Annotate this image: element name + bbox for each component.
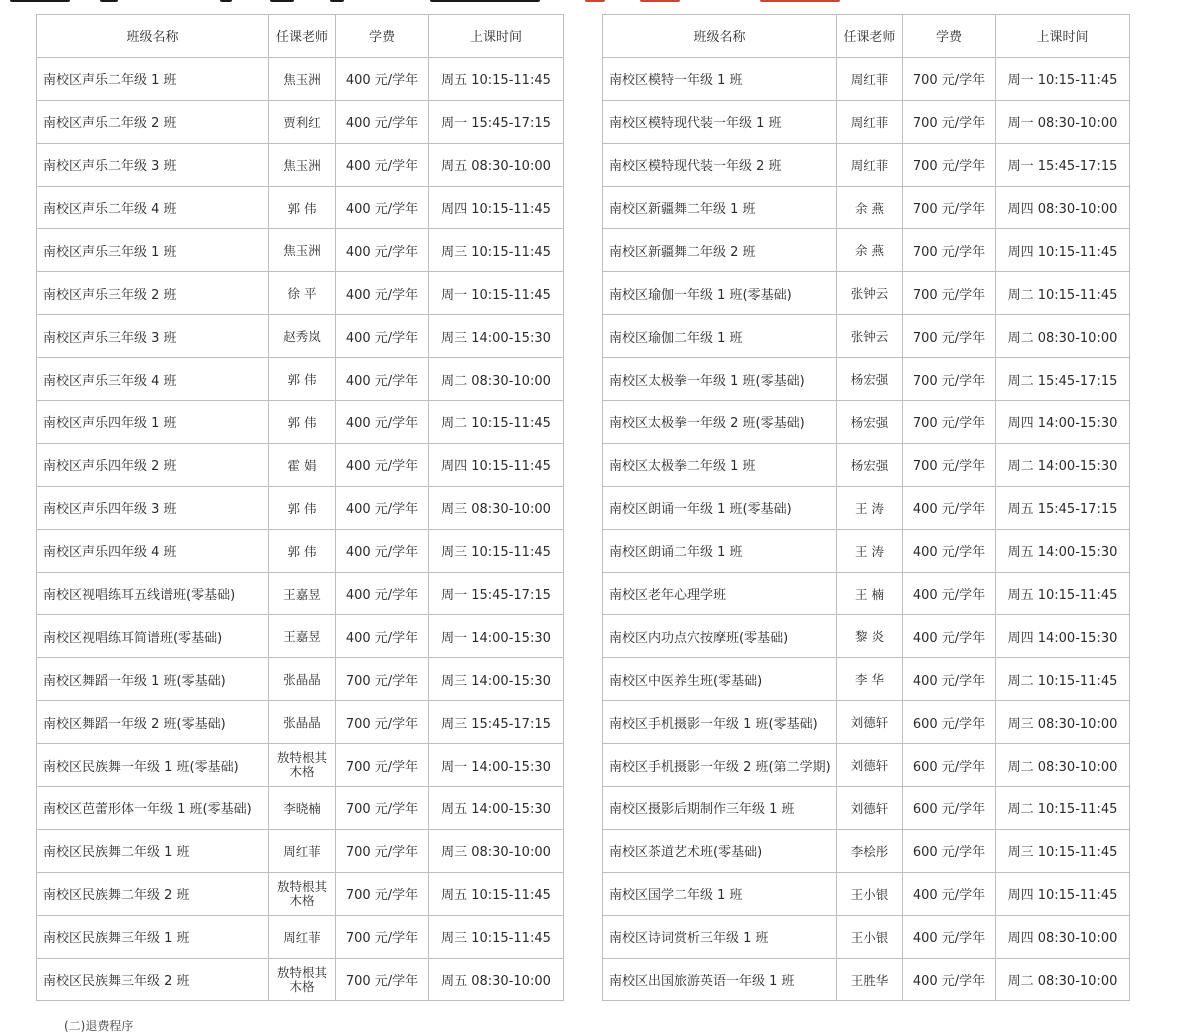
teacher-cell: 王嘉昱 <box>269 572 336 615</box>
time-cell: 周二 08:30-10:00 <box>996 958 1130 1001</box>
fee-cell: 400 元/学年 <box>336 615 429 658</box>
teacher-cell: 郭 伟 <box>269 358 336 401</box>
time-cell: 周二 08:30-10:00 <box>429 358 564 401</box>
time-cell: 周四 08:30-10:00 <box>996 186 1130 229</box>
teacher-cell: 张晶晶 <box>269 658 336 701</box>
time-cell: 周四 10:15-11:45 <box>996 872 1130 915</box>
header-class-name: 班级名称 <box>603 15 837 58</box>
time-cell: 周五 14:00-15:30 <box>429 787 564 830</box>
time-cell: 周四 14:00-15:30 <box>996 401 1130 444</box>
class-name-cell: 南校区声乐三年级 4 班 <box>37 358 269 401</box>
class-name-cell: 南校区民族舞三年级 2 班 <box>37 958 269 1001</box>
fee-cell: 700 元/学年 <box>903 358 996 401</box>
class-name-cell: 南校区国学二年级 1 班 <box>603 872 837 915</box>
table-row <box>37 615 564 658</box>
table-row <box>603 787 1130 830</box>
table-row <box>37 529 564 572</box>
header-time: 上课时间 <box>429 15 564 58</box>
footer-section-heading: (二)退费程序 <box>64 1019 134 1033</box>
table-row <box>603 100 1130 143</box>
table-header-row <box>37 15 564 58</box>
table-row <box>37 701 564 744</box>
fee-cell: 400 元/学年 <box>903 529 996 572</box>
teacher-cell: 焦玉洲 <box>269 143 336 186</box>
fee-cell: 700 元/学年 <box>336 829 429 872</box>
table-row <box>37 272 564 315</box>
time-cell: 周五 15:45-17:15 <box>996 486 1130 529</box>
fee-cell: 700 元/学年 <box>903 186 996 229</box>
class-name-cell: 南校区茶道艺术班(零基础) <box>603 829 837 872</box>
fee-cell: 700 元/学年 <box>336 658 429 701</box>
table-row <box>37 315 564 358</box>
teacher-cell: 张钟云 <box>837 272 903 315</box>
class-name-cell: 南校区声乐四年级 1 班 <box>37 401 269 444</box>
time-cell: 周三 10:15-11:45 <box>996 829 1130 872</box>
teacher-cell: 杨宏强 <box>837 401 903 444</box>
fee-cell: 400 元/学年 <box>336 486 429 529</box>
fee-cell: 700 元/学年 <box>903 315 996 358</box>
class-schedule-table-right <box>602 14 1130 1001</box>
time-cell: 周四 08:30-10:00 <box>996 915 1130 958</box>
time-cell: 周二 10:15-11:45 <box>996 658 1130 701</box>
class-name-cell: 南校区声乐三年级 3 班 <box>37 315 269 358</box>
time-cell: 周五 10:15-11:45 <box>429 57 564 100</box>
class-name-cell: 南校区瑜伽一年级 1 班(零基础) <box>603 272 837 315</box>
table-row <box>37 744 564 787</box>
table-row <box>37 915 564 958</box>
teacher-cell: 焦玉洲 <box>269 57 336 100</box>
teacher-cell: 郭 伟 <box>269 401 336 444</box>
teacher-cell: 王嘉昱 <box>269 615 336 658</box>
time-cell: 周四 10:15-11:45 <box>429 186 564 229</box>
time-cell: 周一 10:15-11:45 <box>996 57 1130 100</box>
time-cell: 周三 08:30-10:00 <box>996 701 1130 744</box>
class-name-cell: 南校区中医养生班(零基础) <box>603 658 837 701</box>
class-name-cell: 南校区声乐三年级 2 班 <box>37 272 269 315</box>
time-cell: 周五 10:15-11:45 <box>996 572 1130 615</box>
table-row <box>603 615 1130 658</box>
fee-cell: 400 元/学年 <box>336 100 429 143</box>
class-name-cell: 南校区舞蹈一年级 2 班(零基础) <box>37 701 269 744</box>
teacher-cell: 杨宏强 <box>837 443 903 486</box>
time-cell: 周五 14:00-15:30 <box>996 529 1130 572</box>
fee-cell: 400 元/学年 <box>336 401 429 444</box>
class-name-cell: 南校区模特现代装一年级 1 班 <box>603 100 837 143</box>
class-name-cell: 南校区瑜伽二年级 1 班 <box>603 315 837 358</box>
teacher-cell: 敖特根其木格 <box>269 872 336 915</box>
table-row <box>603 572 1130 615</box>
teacher-cell: 余 燕 <box>837 229 903 272</box>
fee-cell: 700 元/学年 <box>903 100 996 143</box>
time-cell: 周二 08:30-10:00 <box>996 744 1130 787</box>
table-row <box>603 229 1130 272</box>
class-name-cell: 南校区新疆舞二年级 2 班 <box>603 229 837 272</box>
teacher-cell: 郭 伟 <box>269 529 336 572</box>
class-name-cell: 南校区舞蹈一年级 1 班(零基础) <box>37 658 269 701</box>
class-name-cell: 南校区摄影后期制作三年级 1 班 <box>603 787 837 830</box>
teacher-cell: 王 楠 <box>837 572 903 615</box>
time-cell: 周二 08:30-10:00 <box>996 315 1130 358</box>
time-cell: 周二 10:15-11:45 <box>429 401 564 444</box>
fee-cell: 400 元/学年 <box>336 186 429 229</box>
table-row <box>37 872 564 915</box>
fee-cell: 700 元/学年 <box>903 272 996 315</box>
header-teacher: 任课老师 <box>837 15 903 58</box>
fee-cell: 400 元/学年 <box>903 872 996 915</box>
teacher-cell: 李桧彤 <box>837 829 903 872</box>
teacher-cell: 王小银 <box>837 915 903 958</box>
fee-cell: 700 元/学年 <box>336 787 429 830</box>
table-row <box>603 57 1130 100</box>
fee-cell: 700 元/学年 <box>336 915 429 958</box>
table-row <box>37 358 564 401</box>
time-cell: 周二 10:15-11:45 <box>996 787 1130 830</box>
class-name-cell: 南校区声乐二年级 1 班 <box>37 57 269 100</box>
teacher-cell: 周红菲 <box>269 915 336 958</box>
class-name-cell: 南校区民族舞三年级 1 班 <box>37 915 269 958</box>
teacher-cell: 张钟云 <box>837 315 903 358</box>
fee-cell: 400 元/学年 <box>336 57 429 100</box>
fee-cell: 700 元/学年 <box>903 57 996 100</box>
teacher-cell: 徐 平 <box>269 272 336 315</box>
fee-cell: 700 元/学年 <box>336 701 429 744</box>
teacher-cell: 霍 娟 <box>269 443 336 486</box>
time-cell: 周三 14:00-15:30 <box>429 315 564 358</box>
teacher-cell: 周红菲 <box>837 143 903 186</box>
time-cell: 周五 10:15-11:45 <box>429 872 564 915</box>
class-name-cell: 南校区内功点穴按摩班(零基础) <box>603 615 837 658</box>
fee-cell: 600 元/学年 <box>903 701 996 744</box>
table-row <box>603 358 1130 401</box>
class-name-cell: 南校区手机摄影一年级 1 班(零基础) <box>603 701 837 744</box>
teacher-cell: 郭 伟 <box>269 486 336 529</box>
fee-cell: 600 元/学年 <box>903 787 996 830</box>
table-row <box>603 915 1130 958</box>
teacher-cell: 王 涛 <box>837 486 903 529</box>
table-header-row <box>603 15 1130 58</box>
table-row <box>603 958 1130 1001</box>
table-row <box>603 315 1130 358</box>
class-name-cell: 南校区民族舞二年级 2 班 <box>37 872 269 915</box>
table-row <box>603 658 1130 701</box>
cropped-heading-fragment <box>0 0 1188 10</box>
teacher-cell: 李 华 <box>837 658 903 701</box>
header-class-name: 班级名称 <box>37 15 269 58</box>
fee-cell: 600 元/学年 <box>903 829 996 872</box>
fee-cell: 400 元/学年 <box>336 315 429 358</box>
time-cell: 周一 15:45-17:15 <box>429 572 564 615</box>
table-row <box>603 486 1130 529</box>
fee-cell: 400 元/学年 <box>336 143 429 186</box>
class-name-cell: 南校区声乐二年级 3 班 <box>37 143 269 186</box>
table-row <box>603 829 1130 872</box>
time-cell: 周三 14:00-15:30 <box>429 658 564 701</box>
class-name-cell: 南校区民族舞一年级 1 班(零基础) <box>37 744 269 787</box>
teacher-cell: 周红菲 <box>837 100 903 143</box>
fee-cell: 700 元/学年 <box>903 229 996 272</box>
class-name-cell: 南校区声乐二年级 2 班 <box>37 100 269 143</box>
class-name-cell: 南校区声乐四年级 4 班 <box>37 529 269 572</box>
header-fee: 学费 <box>336 15 429 58</box>
class-name-cell: 南校区新疆舞二年级 1 班 <box>603 186 837 229</box>
fee-cell: 400 元/学年 <box>903 572 996 615</box>
time-cell: 周四 14:00-15:30 <box>996 615 1130 658</box>
time-cell: 周三 10:15-11:45 <box>429 529 564 572</box>
table-row <box>603 529 1130 572</box>
table-row <box>37 186 564 229</box>
class-schedule-table-left <box>36 14 564 1001</box>
fee-cell: 700 元/学年 <box>336 958 429 1001</box>
fee-cell: 700 元/学年 <box>336 744 429 787</box>
time-cell: 周三 08:30-10:00 <box>429 486 564 529</box>
time-cell: 周三 10:15-11:45 <box>429 915 564 958</box>
table-row <box>37 401 564 444</box>
time-cell: 周三 08:30-10:00 <box>429 829 564 872</box>
teacher-cell: 赵秀岚 <box>269 315 336 358</box>
teacher-cell: 焦玉洲 <box>269 229 336 272</box>
fee-cell: 700 元/学年 <box>903 401 996 444</box>
time-cell: 周一 15:45-17:15 <box>429 100 564 143</box>
time-cell: 周五 08:30-10:00 <box>429 958 564 1001</box>
class-name-cell: 南校区手机摄影一年级 2 班(第二学期) <box>603 744 837 787</box>
table-row <box>603 701 1130 744</box>
time-cell: 周四 10:15-11:45 <box>429 443 564 486</box>
time-cell: 周五 08:30-10:00 <box>429 143 564 186</box>
teacher-cell: 周红菲 <box>837 57 903 100</box>
fee-cell: 400 元/学年 <box>336 272 429 315</box>
time-cell: 周四 10:15-11:45 <box>996 229 1130 272</box>
class-name-cell: 南校区朗诵一年级 1 班(零基础) <box>603 486 837 529</box>
time-cell: 周一 15:45-17:15 <box>996 143 1130 186</box>
teacher-cell: 刘德轩 <box>837 744 903 787</box>
teacher-cell: 杨宏强 <box>837 358 903 401</box>
time-cell: 周一 08:30-10:00 <box>996 100 1130 143</box>
class-name-cell: 南校区模特一年级 1 班 <box>603 57 837 100</box>
class-name-cell: 南校区视唱练耳简谱班(零基础) <box>37 615 269 658</box>
fee-cell: 600 元/学年 <box>903 744 996 787</box>
teacher-cell: 黎 炎 <box>837 615 903 658</box>
table-row <box>37 57 564 100</box>
fee-cell: 700 元/学年 <box>903 443 996 486</box>
teacher-cell: 刘德轩 <box>837 787 903 830</box>
time-cell: 周二 10:15-11:45 <box>996 272 1130 315</box>
table-row <box>37 572 564 615</box>
fee-cell: 400 元/学年 <box>903 915 996 958</box>
fee-cell: 700 元/学年 <box>336 872 429 915</box>
class-name-cell: 南校区老年心理学班 <box>603 572 837 615</box>
teacher-cell: 郭 伟 <box>269 186 336 229</box>
table-row <box>37 100 564 143</box>
teacher-cell: 周红菲 <box>269 829 336 872</box>
teacher-cell: 王胜华 <box>837 958 903 1001</box>
table-row <box>37 829 564 872</box>
table-row <box>37 658 564 701</box>
class-name-cell: 南校区诗词赏析三年级 1 班 <box>603 915 837 958</box>
class-name-cell: 南校区太极拳一年级 1 班(零基础) <box>603 358 837 401</box>
teacher-cell: 敖特根其木格 <box>269 744 336 787</box>
fee-cell: 700 元/学年 <box>903 143 996 186</box>
table-row <box>603 272 1130 315</box>
table-row <box>603 744 1130 787</box>
fee-cell: 400 元/学年 <box>903 658 996 701</box>
time-cell: 周二 15:45-17:15 <box>996 358 1130 401</box>
table-row <box>37 143 564 186</box>
teacher-cell: 王 涛 <box>837 529 903 572</box>
fee-cell: 400 元/学年 <box>903 486 996 529</box>
time-cell: 周二 14:00-15:30 <box>996 443 1130 486</box>
time-cell: 周一 14:00-15:30 <box>429 615 564 658</box>
fee-cell: 400 元/学年 <box>336 443 429 486</box>
teacher-cell: 张晶晶 <box>269 701 336 744</box>
class-name-cell: 南校区声乐三年级 1 班 <box>37 229 269 272</box>
table-row <box>603 143 1130 186</box>
time-cell: 周一 14:00-15:30 <box>429 744 564 787</box>
table-row <box>603 401 1130 444</box>
teacher-cell: 王小银 <box>837 872 903 915</box>
table-row <box>603 443 1130 486</box>
class-name-cell: 南校区太极拳二年级 1 班 <box>603 443 837 486</box>
table-row <box>37 787 564 830</box>
table-row <box>37 958 564 1001</box>
time-cell: 周三 10:15-11:45 <box>429 229 564 272</box>
class-name-cell: 南校区声乐四年级 3 班 <box>37 486 269 529</box>
fee-cell: 400 元/学年 <box>903 615 996 658</box>
class-name-cell: 南校区芭蕾形体一年级 1 班(零基础) <box>37 787 269 830</box>
teacher-cell: 刘德轩 <box>837 701 903 744</box>
teacher-cell: 李晓楠 <box>269 787 336 830</box>
teacher-cell: 余 燕 <box>837 186 903 229</box>
class-name-cell: 南校区朗诵二年级 1 班 <box>603 529 837 572</box>
class-name-cell: 南校区太极拳一年级 2 班(零基础) <box>603 401 837 444</box>
table-row <box>37 229 564 272</box>
header-fee: 学费 <box>903 15 996 58</box>
class-name-cell: 南校区模特现代装一年级 2 班 <box>603 143 837 186</box>
table-row <box>37 486 564 529</box>
fee-cell: 400 元/学年 <box>336 229 429 272</box>
fee-cell: 400 元/学年 <box>903 958 996 1001</box>
fee-cell: 400 元/学年 <box>336 529 429 572</box>
table-row <box>37 443 564 486</box>
header-time: 上课时间 <box>996 15 1130 58</box>
table-row <box>603 872 1130 915</box>
class-name-cell: 南校区出国旅游英语一年级 1 班 <box>603 958 837 1001</box>
header-teacher: 任课老师 <box>269 15 336 58</box>
fee-cell: 400 元/学年 <box>336 358 429 401</box>
fee-cell: 400 元/学年 <box>336 572 429 615</box>
class-name-cell: 南校区声乐二年级 4 班 <box>37 186 269 229</box>
table-row <box>603 186 1130 229</box>
time-cell: 周一 10:15-11:45 <box>429 272 564 315</box>
teacher-cell: 贾利红 <box>269 100 336 143</box>
class-name-cell: 南校区声乐四年级 2 班 <box>37 443 269 486</box>
teacher-cell: 敖特根其木格 <box>269 958 336 1001</box>
class-name-cell: 南校区民族舞二年级 1 班 <box>37 829 269 872</box>
time-cell: 周三 15:45-17:15 <box>429 701 564 744</box>
class-name-cell: 南校区视唱练耳五线谱班(零基础) <box>37 572 269 615</box>
